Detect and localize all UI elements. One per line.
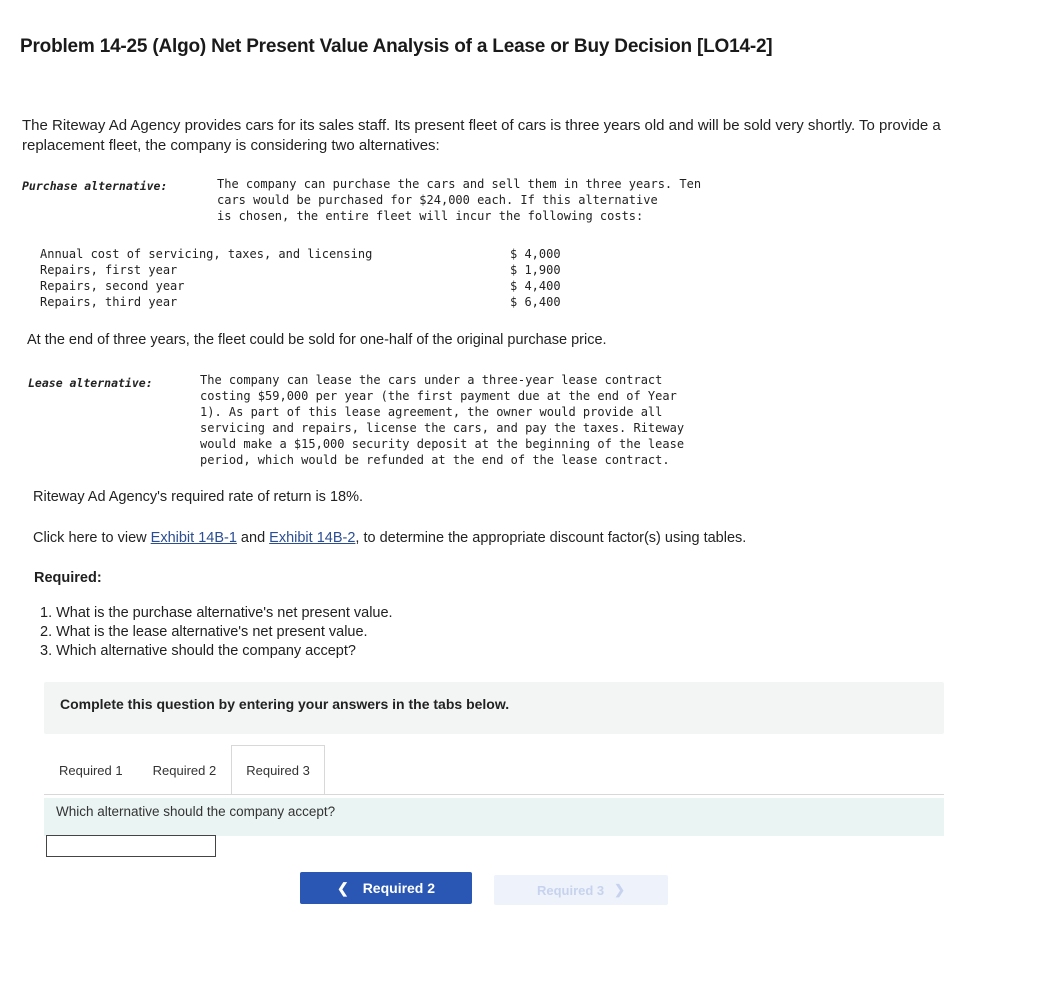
cost-label: Repairs, second year [40,279,185,293]
purchase-costs-table [40,246,561,310]
table-row [40,278,561,294]
cost-value: $ 4,400 [510,279,561,293]
exhibit-14b1-link[interactable]: Exhibit 14B-1 [150,530,237,546]
exhibit-middle: and [236,530,270,546]
list-item: 2. What is the lease alternative's net present value. [40,624,368,640]
cost-value: $ 6,400 [510,295,561,309]
exhibit-prefix: Click here to view [33,530,151,546]
table-row [40,246,561,262]
answer-input[interactable] [46,835,216,857]
question-bar [44,798,944,836]
question-text: Which alternative should the company accept? [56,804,336,819]
resale-note: At the end of three years, the fleet could be sold for one-half of the original purchase price. [27,332,607,348]
lease-alternative-label: Lease alternative: [28,376,153,390]
exhibit-suffix: , to determine the appropriate discount factor(s) using tables. [355,530,747,546]
previous-button-label: Required 2 [362,880,436,896]
chevron-left-icon: ❮ [336,879,349,896]
chevron-right-icon: ❯ [614,882,626,897]
exhibit-14b2-link[interactable]: Exhibit 14B-2 [269,530,356,546]
previous-required-button[interactable] [300,872,472,904]
purchase-alternative-label: Purchase alternative: [22,179,168,193]
cost-label: Repairs, first year [40,263,178,277]
cost-value: $ 4,000 [510,247,561,261]
rate-note: Riteway Ad Agency's required rate of return is 18%. [33,489,363,505]
intro-paragraph: The Riteway Ad Agency provides cars for its sales staff. Its present fleet of cars is three years old and will be sold very shortly. To provide a replacement fleet, the company is considering two alternatives: [22,117,941,154]
cost-label: Annual cost of servicing, taxes, and licensing [40,247,373,261]
cost-value: $ 1,900 [510,263,561,277]
next-button-label: Required 3 [536,882,605,898]
tab-required-3[interactable]: Required 3 [231,745,325,794]
table-row [40,262,561,278]
instructions-text: Complete this question by entering your answers in the tabs below. [60,696,510,712]
tab-required-2[interactable]: Required 2 [152,762,217,778]
required-heading: Required: [34,570,102,586]
tab-divider [44,794,944,795]
purchase-alternative-text: The company can purchase the cars and sell them in three years. Ten cars would be purchased for $24,000 each. If this alternative is chosen, the entire fleet will incur the following costs: [217,177,702,223]
cost-label: Repairs, third year [40,295,178,309]
next-required-button[interactable] [494,875,668,905]
exhibit-note [33,530,746,546]
lease-alternative-text: The company can lease the cars under a three-year lease contract costing $59,000 per year (the first payment due at the end of Year 1). As part of this lease agreement, the owner would provide all servicing and repairs, license the cars, and pay the taxes. Riteway would make a $15,000 security deposit at the beginning of the lease period, which would be refunded at the end of the lease contract. [200,373,685,467]
page-title: Problem 14-25 (Algo) Net Present Value Analysis of a Lease or Buy Decision [LO14-2] [20,36,773,57]
tab-required-1[interactable]: Required 1 [59,762,123,778]
instructions-banner [44,682,944,734]
table-row [40,294,561,310]
required-tabs [44,745,325,794]
required-list [40,604,393,661]
list-item: 3. Which alternative should the company accept? [40,643,356,659]
list-item: 1. What is the purchase alternative's net present value. [40,605,393,621]
